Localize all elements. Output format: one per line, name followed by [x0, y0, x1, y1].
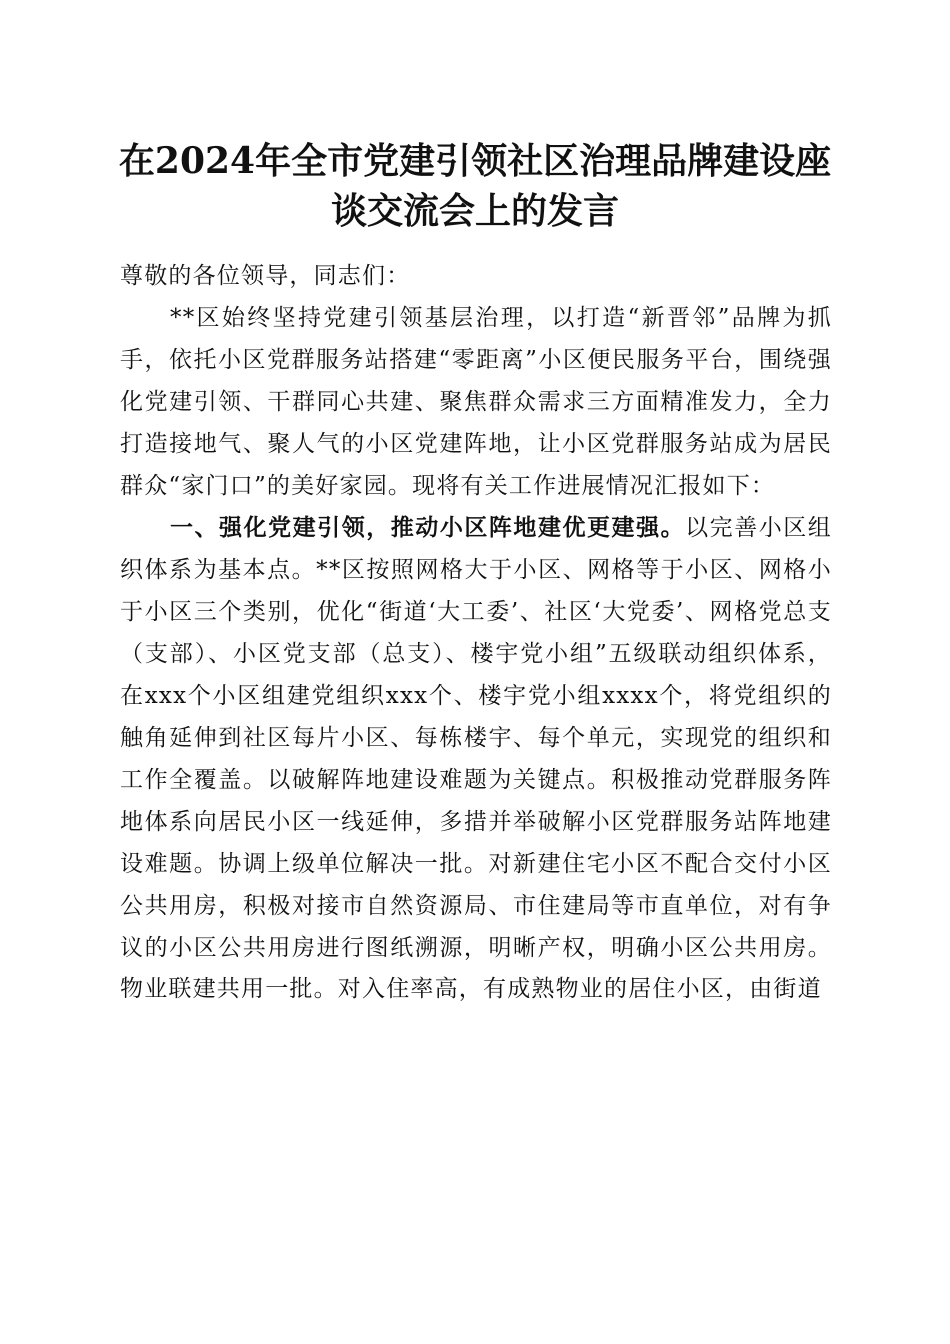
- title-line-2: 谈交流会上的发言: [330, 190, 619, 232]
- salutation: 尊敬的各位领导，同志们：: [120, 263, 411, 289]
- intro-paragraph: **区始终坚持党建引领基层治理，以打造“新晋邻”品牌为抓手，依托小区党群服务站搭建“零距离”小区便民服务平台，围绕强化党建引领、干群同心共建、聚焦群众需求三方面精准发力，全力打造接地气、聚人气的小区党建阵地，让小区党群服务站成为居民群众“家门口”的美好家园。现将有关工作进展情况汇报如下：: [120, 304, 832, 499]
- section-1-paragraph: [120, 507, 832, 1011]
- title-line-1: 在2024年全市党建引领社区治理品牌建设座: [118, 140, 832, 182]
- section-1-body: 以完善小区组织体系为基本点。**区按照网格大于小区、网格等于小区、网格小于小区三个类别，优化“街道‘大工委’、社区‘大党委’、网格党总支（支部）、小区党支部（总支）、楼宇党小组”五级联动组织体系，在xxx个小区组建党组织xxx个、楼宇党小组xxxx个，将党组织的触角延伸到社区每片小区、每栋楼宇、每个单元，实现党的组织和工作全覆盖。以破解阵地建设难题为关键点。积极推动党群服务阵地体系向居民小区一线延伸，多措并举破解小区党群服务站阵地建设难题。协调上级单位解决一批。对新建住宅小区不配合交付小区公共用房，积极对接市自然资源局、市住建局等市直单位，对有争议的小区公共用房进行图纸溯源，明晰产权，明确小区公共用房。物业联建共用一批。对入住率高，有成熟物业的居住小区，由街道: [120, 515, 833, 1003]
- section-1-heading: 一、强化党建引领，推动小区阵地建优更建强。: [170, 514, 686, 542]
- document-body: [120, 256, 832, 1011]
- document-title: [100, 136, 850, 236]
